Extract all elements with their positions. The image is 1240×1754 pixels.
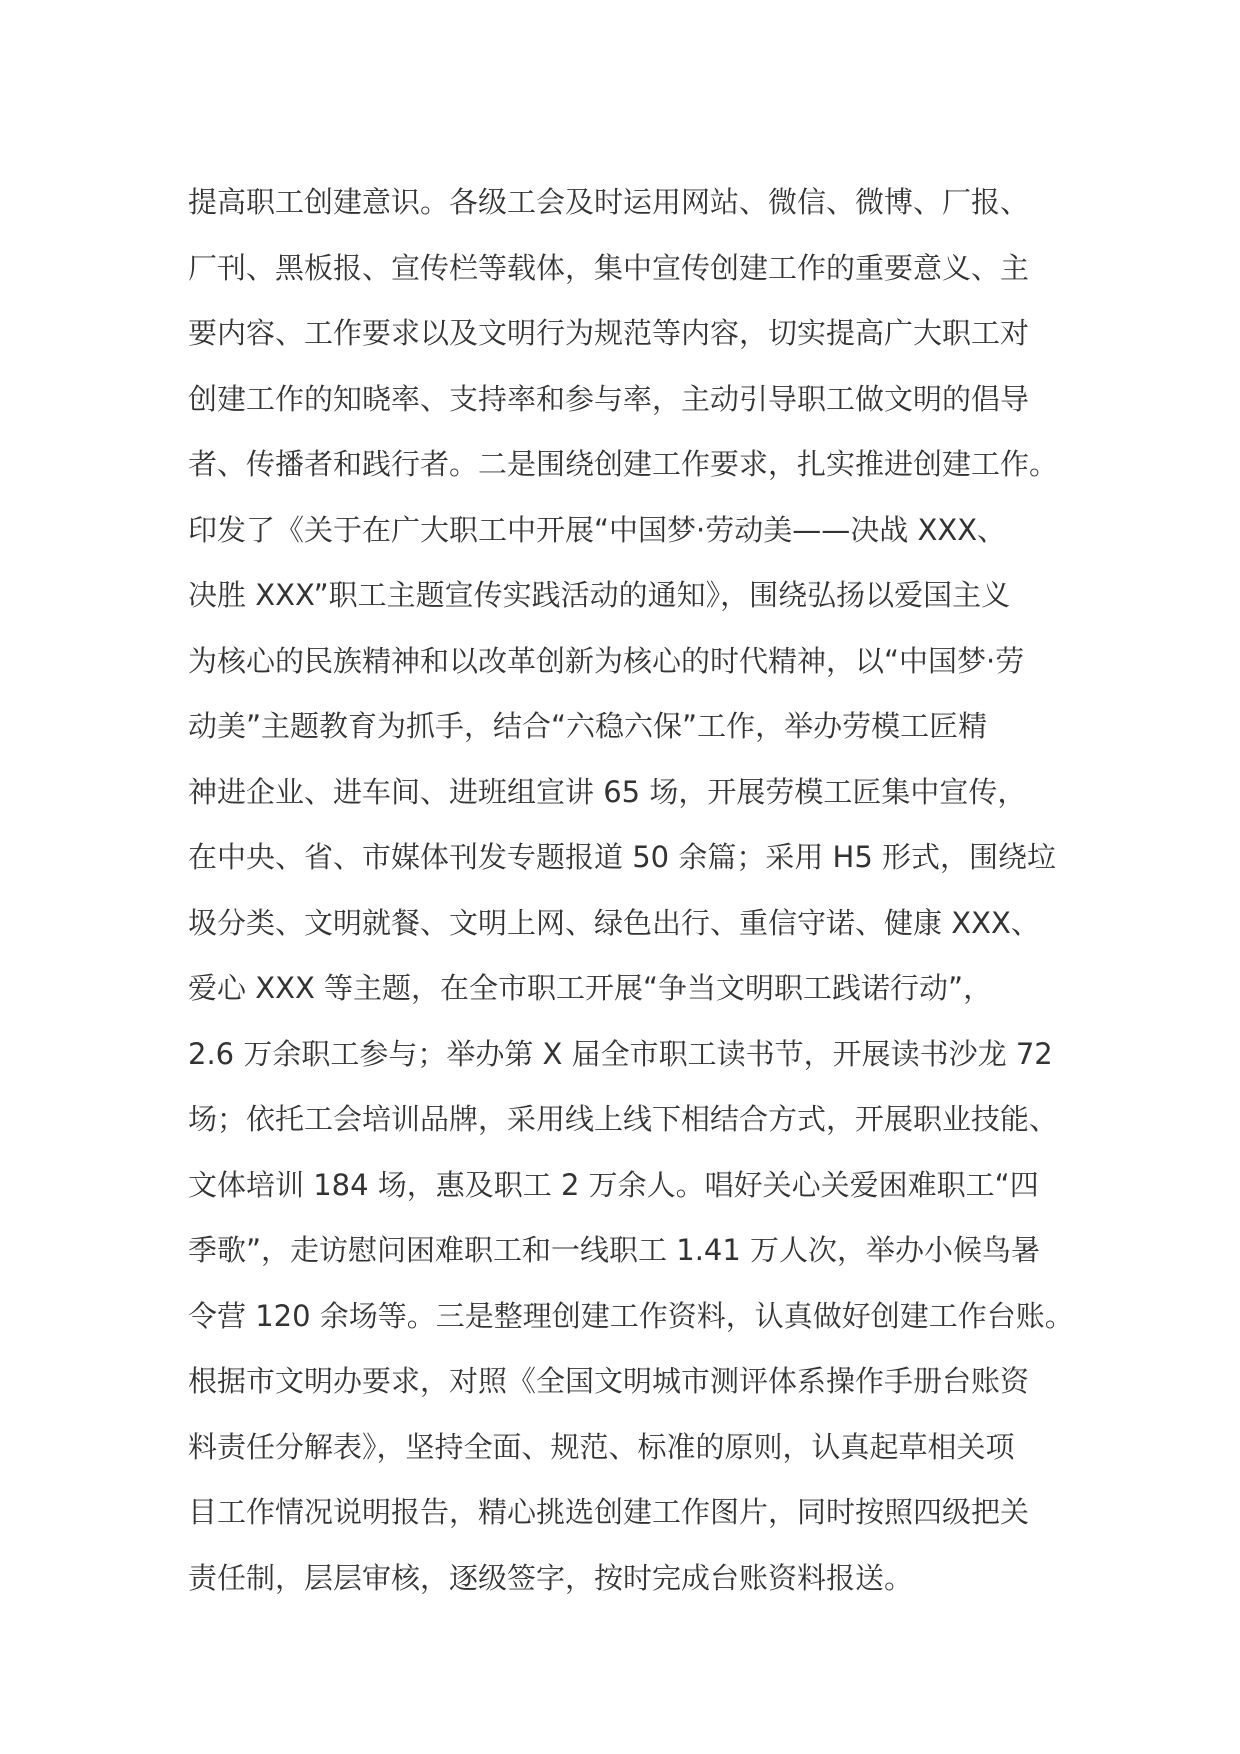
text-line: 决胜 XXX”职工主题宣传实践活动的通知》，围绕弘扬以爱国主义 — [188, 578, 1011, 612]
text-line: 印发了《关于在广大职工中开展“中国梦·劳动美——决战 XXX、 — [188, 512, 1007, 547]
text-line: 者、传播者和践行者。二是围绕创建工作要求，扎实推进创建工作。 — [188, 447, 1059, 481]
text-line: 动美”主题教育为抓手，结合“六稳六保”工作，举办劳模工匠精 — [188, 709, 988, 743]
text-line: 创建工作的知晓率、支持率和参与率，主动引导职工做文明的倡导 — [188, 381, 1030, 416]
text-line: 季歌”，走访慰问困难职工和一线职工 1.41 万人次，举办小候鸟暑 — [188, 1233, 1041, 1267]
body-paragraph — [188, 170, 1088, 1611]
text-line: 爱心 XXX 等主题，在全市职工开展“争当文明职工践诺行动”， — [188, 971, 993, 1005]
text-line: 神进企业、进车间、进班组宣讲 65 场，开展劳模工匠集中宣传， — [188, 774, 1027, 809]
text-line: 2.6 万余职工参与；举办第 X 届全市职工读书节，开展读书沙龙 72 — [188, 1036, 1053, 1071]
text-line: 要内容、工作要求以及文明行为规范等内容，切实提高广大职工对 — [188, 316, 1030, 350]
text-line: 为核心的民族精神和以改革创新为核心的时代精神，以“中国梦·劳 — [188, 643, 1025, 678]
text-line: 目工作情况说明报告，精心挑选创建工作图片，同时按照四级把关 — [188, 1495, 1030, 1529]
text-line: 厂刊、黑板报、宣传栏等载体，集中宣传创建工作的重要意义、主 — [188, 250, 1030, 285]
text-line: 根据市文明办要求，对照《全国文明城市测评体系操作手册台账资 — [188, 1364, 1030, 1398]
text-line: 场；依托工会培训品牌，采用线上线下相结合方式，开展职业技能、 — [188, 1102, 1059, 1136]
text-line: 料责任分解表》，坚持全面、规范、标准的原则，认真起草相关项 — [188, 1429, 1015, 1464]
text-line: 在中央、省、市媒体刊发专题报道 50 余篇；采用 H5 形式，围绕垃 — [188, 840, 1057, 874]
text-line: 令营 120 余场等。三是整理创建工作资料，认真做好创建工作台账。 — [188, 1298, 1074, 1333]
text-line: 提高职工创建意识。各级工会及时运用网站、微信、微博、厂报、 — [188, 185, 1030, 219]
text-line: 圾分类、文明就餐、文明上网、绿色出行、重信守诺、健康 XXX、 — [188, 905, 1040, 940]
text-line: 文体培训 184 场，惠及职工 2 万余人。唱好关心关爱困难职工“四 — [188, 1167, 1039, 1202]
text-line: 责任制，层层审核，逐级签字，按时完成台账资料报送。 — [188, 1560, 914, 1595]
